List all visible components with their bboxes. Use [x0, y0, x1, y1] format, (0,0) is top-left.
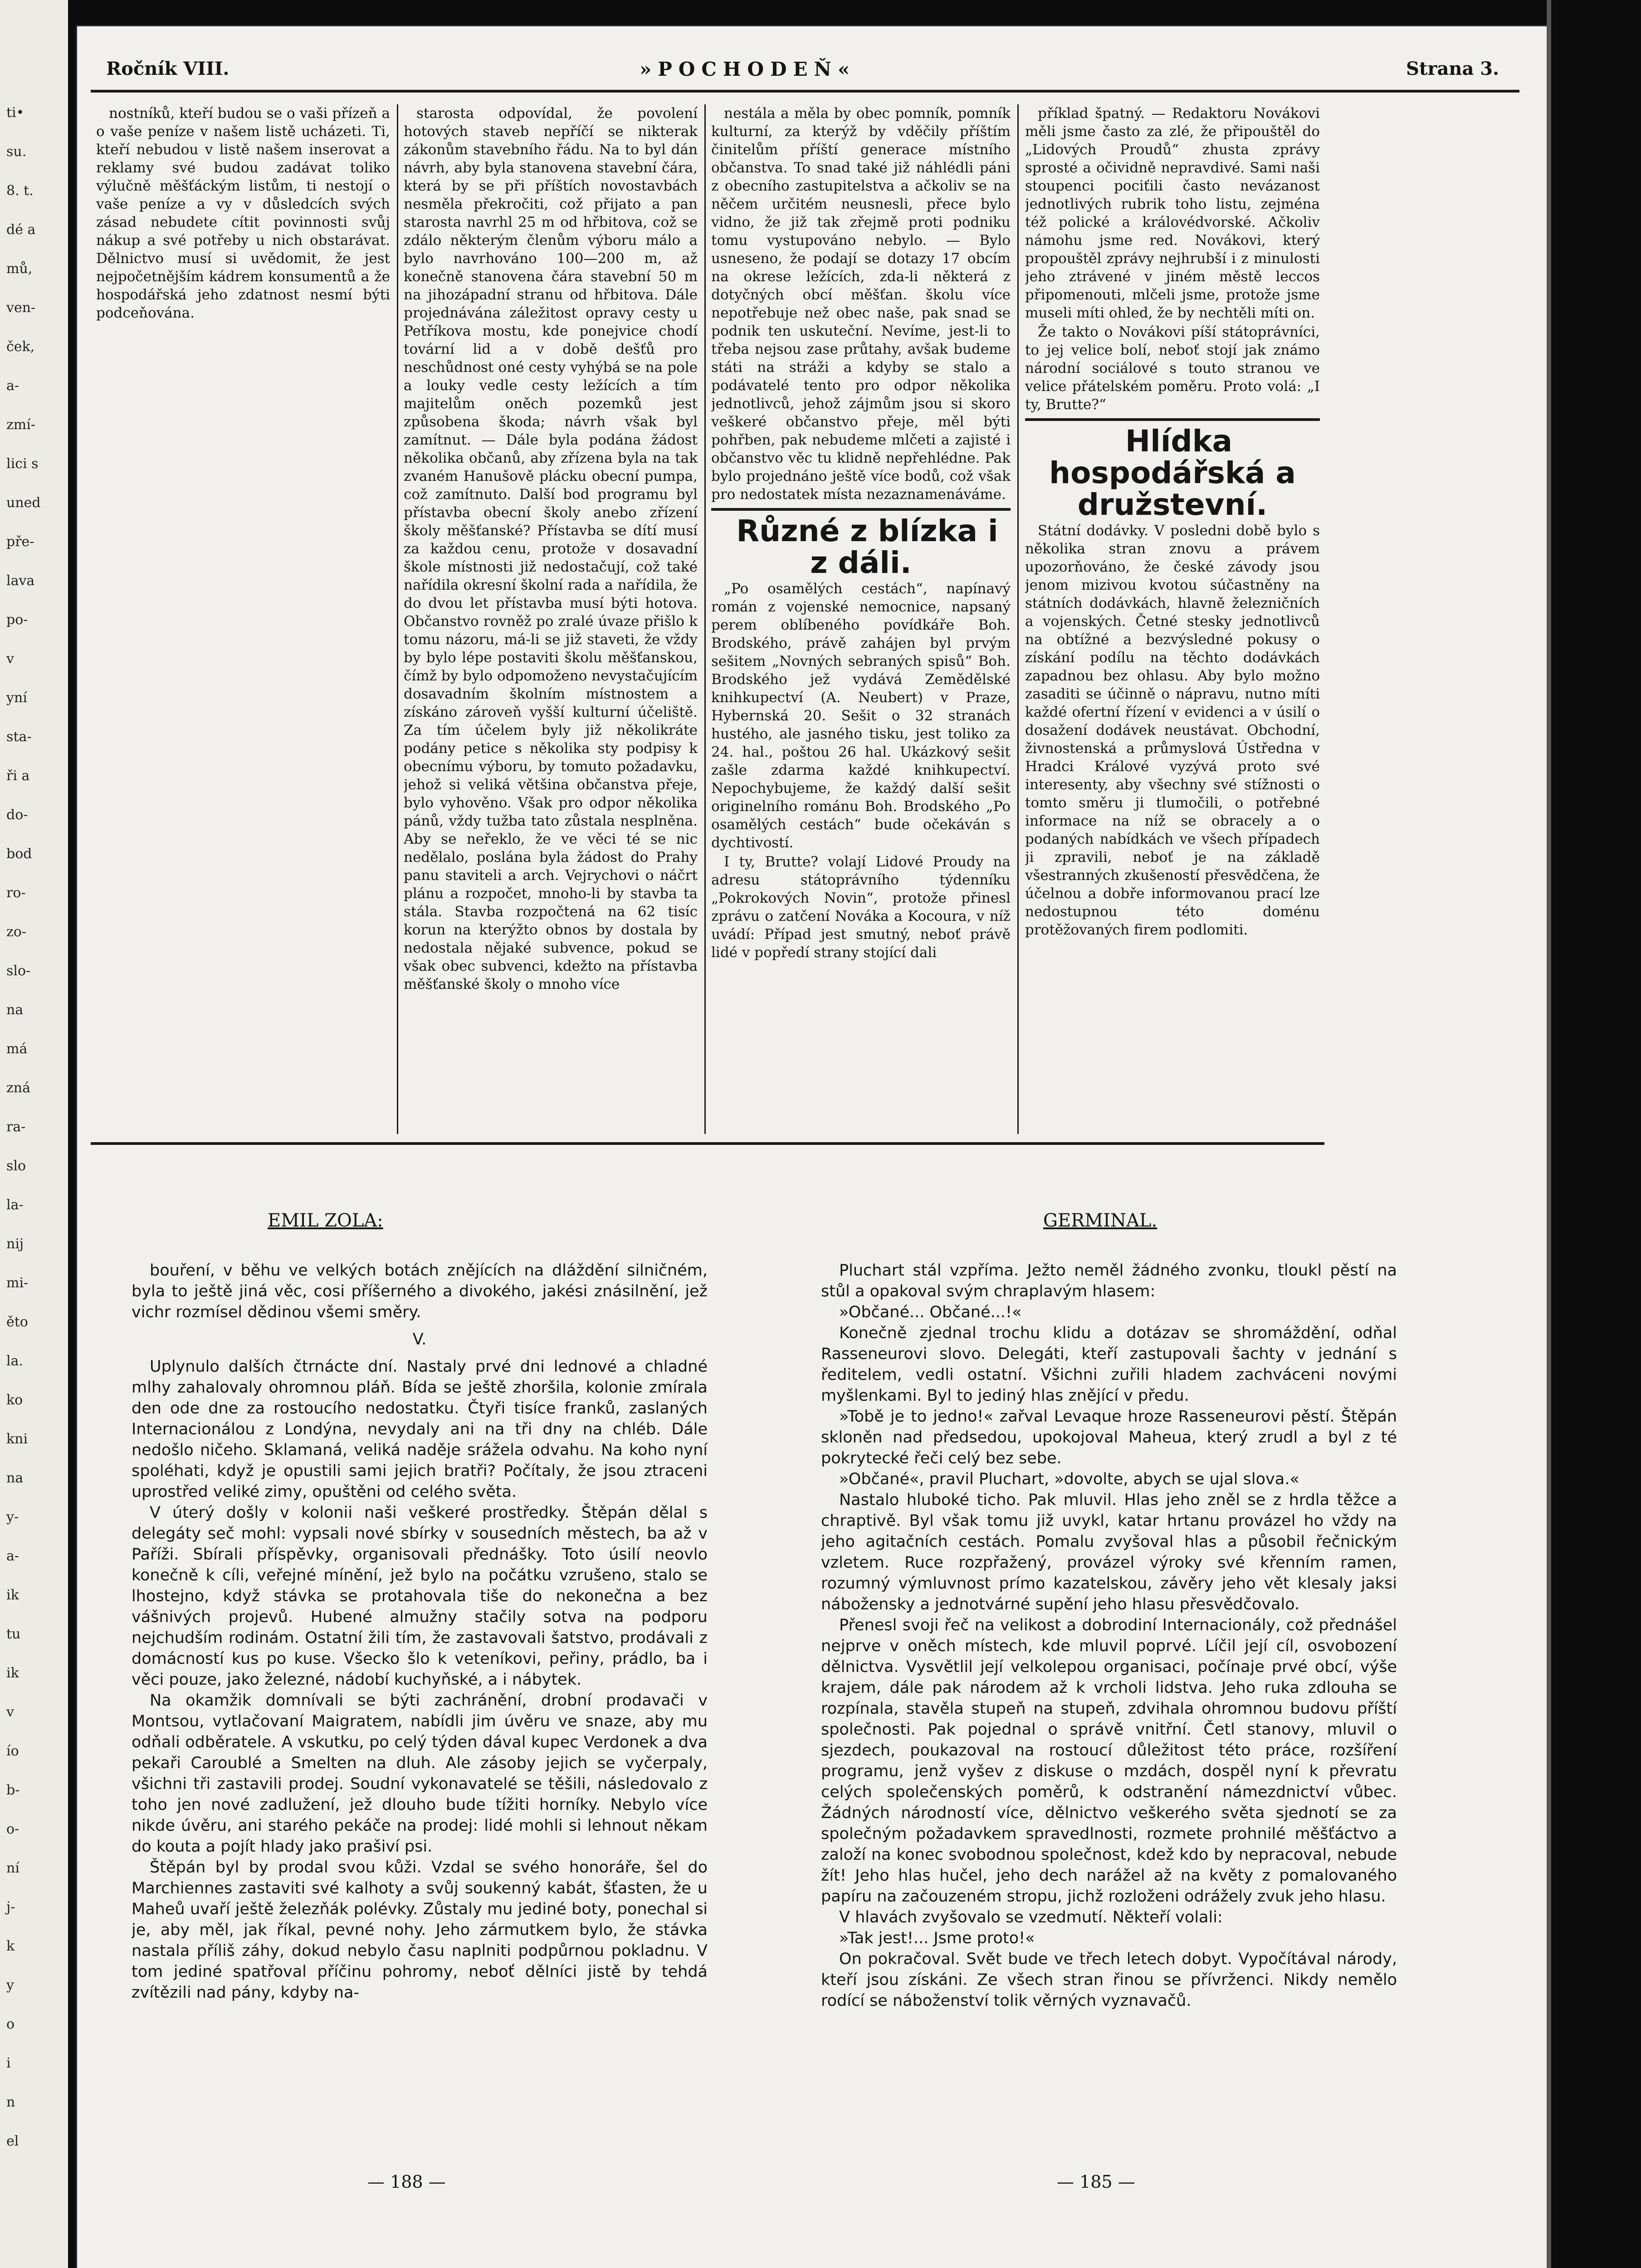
- novel-paragraph: »Občané«, pravil Pluchart, »dovolte, abych se ujal slova.«: [839, 1470, 1299, 1488]
- novel-paragraph: »Občané... Občané...!«: [839, 1303, 1022, 1321]
- column-divider: [1017, 104, 1019, 1134]
- header-page: Strana 3.: [1406, 58, 1499, 79]
- novel-paragraph: Přenesl svoji řeč na velikost a dobrodiní Internacionály, což přednášel nejprve v oněch místech, kde mluvil poprvé. Líčil její cíl, osvobození dělnictva. Vysvětlil její velkolepou organisaci, počínaje prvé obcí, výše krajem, dále pak národem až k vrcholi lidstva. Jeho ruka zdlouha se rozpínala, stavěla stupeň na stupeň, zdvihala ohromnou budovu příští společnosti. Pak pojednal o správě vnitřní. Četl stanovy, mluvil o sjezdech, poukazoval na rostoucí důležitost této práce, rozšíření programu, jenž vyšev z diskuse o mzdách, dospěl nyní k převratu celých společenských poměrů, k odstranění námezdnictví vůbec. Žádných národností více, dělnictvo veškerého světa sjednotí se za společným požadavkem spravedlnosti, rozmete prohnilé měšťáctvo a založí na konec svobodnou společnost, kdež kdo by nepracoval, nebude žít! Jeho hlas hučel, jeho dech narážel až na květy z pomalovaného papíru na začouzeném stropu, jichž rozloženi odrážely zvuk jeho hlasu.: [821, 1616, 1397, 1906]
- page-number-left: — 188 —: [367, 2172, 446, 2192]
- binding-fragment: o: [6, 2016, 15, 2032]
- binding-margin: [0, 0, 68, 2268]
- binding-fragment: n: [6, 2094, 15, 2110]
- col3-paragraph: I ty, Brutte? volají Lidové Proudy na adresu státoprávního týdenníku „Pokrokových Novin“, protože přinesl zprávu o zatčení Nováka a Kocoura, v níž uvádí: Případ jest smutný, neboť právě lidé v popředí strany stojící dali: [711, 854, 1011, 961]
- binding-fragment: 8. t.: [6, 183, 34, 199]
- binding-fragment: zo-: [6, 924, 27, 940]
- binding-fragment: ío: [6, 1743, 19, 1759]
- binding-fragment: v: [6, 651, 14, 667]
- binding-fragment: má: [6, 1041, 28, 1057]
- binding-fragment: uned: [6, 495, 41, 511]
- binding-fragment: b-: [6, 1782, 20, 1798]
- binding-fragment: i: [6, 2055, 11, 2071]
- binding-fragment: o-: [6, 1821, 20, 1837]
- section-rule: [711, 508, 1011, 511]
- binding-fragment: slo-: [6, 963, 31, 979]
- binding-fragment: dé a: [6, 222, 36, 238]
- novel-paragraph: On pokračoval. Svět bude ve třech letech dobyt. Vypočítával národy, kteří jsou získáni. Ze všech stran řinou se přívrženci. Nikdy nemělo rodící se náboženství tolik věrných vyznavačů.: [821, 1950, 1397, 2010]
- binding-fragment: sta-: [6, 729, 32, 745]
- col3-paragraph: nestála a měla by obec pomník, pomník kulturní, za kterýž by vděčily příštím činitelům příští generace místního občanstva. To snad také již náhlédli páni z obecního zastupitelstva a ačkoliv se na něčem určitém neusnesli, přece bylo vidno, že již tak zřejmě proti podniku tomu vystupováno nebylo. — Bylo usneseno, že podají se dotazy 17 obcím na okrese ležících, zda-li některá z dotyčných obcí měšťan. školu více nepotřebuje než obec naše, pak snad se podnik ten uskuteční. Nevíme, jest-li to třeba nejsou zase průtahy, avšak budeme státi na stráži a kdyby se stalo a podávatelé tento pro odpor několika jednotlivců, jehož zájmům jsou si skoro veškeré občanstvo přeje, měl býti pohřben, pak nebudeme mlčeti a zajisté i občanstvo věc tu klidně nepřehlédne. Pak bylo projednáno ještě více bodů, což však pro nedostatek místa nezaznamenáváme.: [711, 105, 1011, 503]
- column-divider: [397, 104, 398, 1134]
- novel-paragraph: bouření, v běhu ve velkých botách znějících na dláždění silničném, byla to ještě jiná věc, cosi příšerného a divokého, jakési znásilnění, jež vichr rozmísel dědinou všemi směry.: [132, 1261, 708, 1321]
- column-3: [711, 104, 1011, 1134]
- novel-paragraph: Konečně zjednal trochu klidu a dotázav se shromáždění, odňal Rasseneurovi slovo. Delegáti, kteří zastupovali šachty v jednání s ředitelem, vedli ostatní. Všichni zuřili hladem zachváceni novými myšlenkami. Byl to jediný hlas znějící v předu.: [821, 1324, 1397, 1405]
- column-4: [1025, 104, 1320, 1134]
- binding-fragment: el: [6, 2133, 19, 2149]
- binding-fragment: ik: [6, 1665, 19, 1681]
- binding-fragment: nij: [6, 1236, 24, 1252]
- binding-fragment: k: [6, 1938, 15, 1954]
- binding-fragment: kni: [6, 1431, 28, 1447]
- novel-paragraph: V hlavách zvyšovalo se vzedmutí. Někteří volali:: [839, 1908, 1223, 1926]
- column-1: [96, 104, 390, 1134]
- novel-paragraph: Na okamžik domnívali se býti zachránění, drobní prodavači v Montsou, vytlačovaní Maigratem, nabídli jim úvěru ve snaze, aby mu odňali odběratele. A vskutku, po celý týden dával kupec Verdonek a dva pekaři Caroublé a Smelten na dluh. Ale zásoby jejich se vyčerpaly, všichni tři zastavili prodej. Soudní vykonavatelé se těšili, následovalo z toho jen nové zadlužení, jež dlouho bude tížiti horníky. Nebylo více nikde úvěru, ani starého pekáče na prodej: lidé mohli si lehnout někam do kouta a pojít hlady jako prašiví psi.: [132, 1691, 708, 1856]
- column-divider: [704, 104, 706, 1134]
- binding-fragment: ik: [6, 1587, 19, 1603]
- binding-fragment: do-: [6, 807, 28, 823]
- binding-fragment: v: [6, 1704, 14, 1720]
- binding-fragment: a-: [6, 1548, 20, 1564]
- header-rule: [91, 90, 1519, 93]
- bottom-rule: [91, 1142, 1324, 1145]
- binding-fragment: lici s: [6, 456, 39, 472]
- novel-title: GERMINAL.: [1043, 1210, 1157, 1231]
- binding-fragment: ven-: [6, 300, 36, 316]
- binding-fragment: na: [6, 1002, 24, 1018]
- novel-paragraph: V úterý došly v kolonii naši veškeré prostředky. Štěpán dělal s delegáty seč mohl: vypsali nové sbírky v sousedních městech, ba až v Paříži. Sbírali příspěvky, organisovali přednášky. Toto úsilí neovlo konečně k cíli, veřejné mínění, jež bylo na počátku vzrušeno, stalo se lhostejno, když stávka se protahovala tiše do nekonečna a bez vášnivých projevů. Hubené almužny stačily sotva na podporu nejchudším rodinám. Ostatní žili tím, že zastavovali šatstvo, prodávali z domácností kus po kuse. Všecko šlo k veteníkovi, peřiny, prádlo, ba i věci pouze, jako železné, nádobí kuchyňské, a i nábytek.: [132, 1504, 708, 1689]
- scan-edge: [1547, 0, 1641, 2268]
- newspaper-page: [77, 26, 1547, 2268]
- binding-fragment: a-: [6, 378, 20, 394]
- binding-fragment: ko: [6, 1392, 23, 1408]
- binding-fragment: y: [6, 1977, 14, 1993]
- binding-fragment: ní: [6, 1860, 20, 1876]
- col3-paragraph: „Po osamělých cestách“, napínavý román z vojenské nemocnice, napsaný perem oblíbeného povídkáře Boh. Brodského, právě zahájen byl prvým sešitem „Novných sebraných spisů“ Boh. Brodského jež vydává Zemědělské knihkupectví (A. Neubert) v Praze, Hybernská 20. Sešit o 32 stranách hustého, ale jasného tisku, jest toliko za 24. hal., poštou 26 hal. Ukázkový sešit zašle zdarma každé knihkupectví. Nepochybujeme, že každý další sešit originelního románu Boh. Brodského „Po osamělých cestách“ bude očekáván s dychtivostí.: [711, 581, 1011, 851]
- binding-fragment: yní: [6, 690, 27, 706]
- novel-right-column: [821, 1260, 1397, 2167]
- binding-fragment: j-: [6, 1899, 15, 1915]
- col4-paragraph: Že takto o Novákovi píší státoprávníci, to jej velice bolí, neboť stojí jak známo národní sociálové s touto stranou ve velice přátelském poměru. Proto volá: „I ty, Brutte?“: [1025, 324, 1320, 413]
- binding-fragment: lava: [6, 573, 35, 589]
- page-number-right: — 185 —: [1057, 2172, 1135, 2192]
- binding-fragment: ček,: [6, 339, 35, 355]
- binding-fragment: ti•: [6, 105, 24, 121]
- binding-fragment: tu: [6, 1626, 21, 1642]
- section-title-hlidka: Hlídka hospodářská a družstevní.: [1049, 424, 1296, 522]
- binding-fragment: la-: [6, 1197, 24, 1213]
- header-masthead: »POCHODEŇ«: [640, 58, 856, 80]
- binding-fragment: la.: [6, 1353, 24, 1369]
- novel-left-column: [132, 1260, 708, 2167]
- binding-fragment: mi-: [6, 1275, 29, 1291]
- binding-fragment: zná: [6, 1080, 31, 1096]
- novel-paragraph: Pluchart stál vzpřímа. Ježto neměl žádného zvonku, tloukl pěstí na stůl a opakoval svým chraplavým hlasem:: [821, 1261, 1397, 1300]
- binding-fragment: ra-: [6, 1119, 26, 1135]
- binding-fragment: po-: [6, 612, 28, 628]
- binding-fragment: slo: [6, 1158, 26, 1174]
- col1-paragraph: nostníků, kteří budou se o vaši přízeň a o vaše peníze v našem listě ucházeti. Ti, kteří nebudou v listě našem inserovat a reklamy své budou zadávat toliko výlučně měšťáckým listům, ti nestojí o vaše peníze a vy v důsledcích svých zásad nebudete cítit povinnosti svůj nákup a své potřeby u nich obstarávat. Dělnictvo musí si uvědomit, že jest nejpočetnějším kádrem konsumentů a že hospodářská jeho zdatnost nesmí býti podceňována.: [96, 105, 390, 321]
- col4-paragraph: Státní dodávky. V posledni době bylo s několika stran znovu a právem upozorňováno, že české závody jsou jenom mizivou kvotou súčastněny na státních dodávkách, hlavně železničních a vojenských. Četné stesky jednotlivců na obtížné a bezvýsledné pokusy o získání podílu na těchto dodávkách zapadnou bez ohlasu. Aby bylo možno zasaditi se účinně o nápravu, nutno míti každé ofertní řízení v evidenci a v úsilí o dosažení dodávek neustávat. Obchodní, živnostenská a průmyslová Ústředna v Hradci Králové vyzývá proto své interesenty, aby všechny své stížnosti o tomto směru ji tlumočili, o potřebné informace na níž se obracely a o podaných nabídkách ve všech případech ji zpravili, neboť je na základě všestranných zkušeností přesvědčena, že účelnou a dobře informovanou prací lze nedostupnou této doménu protěžovaných firem podlomiti.: [1025, 523, 1320, 938]
- header-volume: Ročník VIII.: [106, 58, 230, 79]
- column-2: [404, 104, 698, 1134]
- novel-paragraph: Nastalo hluboké ticho. Pak mluvil. Hlas jeho zněl se z hrdla těžce a chraptivě. Byl však tomu již uvykl, katar hrtanu provázel ho vždy na jeho agitačních cestách. Pomalu zvyšoval hlas a působil řečnickým vzletem. Ruce rozpřažený, provázel výroky své křenním ramen, rozumný výmluvnost prímo kazatelskou, závěry jeho vět klesaly jaksi nábožensky a jednotvárné supění jeho hlasu přesvědčovalo.: [821, 1491, 1397, 1613]
- binding-fragment: ěto: [6, 1314, 28, 1330]
- chapter-number: V.: [412, 1330, 427, 1349]
- binding-fragment: bod: [6, 846, 32, 862]
- binding-fragment: mů,: [6, 261, 33, 277]
- novel-paragraph: Štěpán byl by prodal svou kůži. Vzdal se svého honoráře, šel do Marchiennes zastaviti své kalhoty a svůj soukenný kabát, šťasten, že u Maheů uvaří ještě železňák polévky. Zůstaly mu jediné boty, ponechal si je, aby měl, jak říkal, pevné nohy. Jeho zármutkem bylo, že stávka nastala příliš záhy, dokud nebylo času naplniti podpůrnou pokladnu. V tom jediné spatřoval příčinu pohromy, neboť dělníci jistě by tehdá zvítězili nad pány, kdyby na-: [132, 1858, 708, 2002]
- binding-fragment: zmí-: [6, 417, 35, 433]
- col2-paragraph: starosta odpovídal, že povolení hotových staveb nepříčí se nikterak zákonům stavebního řádu. Na to byl dán návrh, aby byla stanovena stavební čára, která by se při příštích novostavbách nesměla překročiti, což přijato a pan starosta navrhl 25 m od hřbitova, což se zdálo některým členům výboru málo a bylo navrhováno 100—200 m, až konečně stanovena čára stavební 50 m na jihozápadní stranu od hřbitova. Dále projednávána záležitost opravy cesty u Petříkova mostu, kde ponejvice chodí tovární lid a v době dešťů pro neschůdnost oné cesty vyhýbá se na pole a louky vedle cesty ležících a tím majitelům oněch pozemků jest způsobena škoda; návrh však byl zamítnut. — Dále byla podána žádost několika občanů, aby zřízena byla na tak zvaném Hanušově plácku obecní pumpa, což zamítnuto. Další bod programu byl přístavba obecní školy anebo zřízení školy měšťanské? Přístavba se dítí musí za každou cenu, protože v dosavadní škole místnosti již nedostačují, což také nařídila okresní školní rada a nařídila, že do dvou let přístavba musí býti hotova. Občanstvo rovněž po zralé úvaze přišlo k tomu názoru, má-li se již staveti, že vždy by bylo lépe postaviti školu měšťanskou, čímž by bylo odpomoženo nevystačujícím dosavadním školním místnostem a získáno zároveň vyšší kulturní účeliště. Za tím účelem byly již několikráte podány petice s několika sty podpisy k obecnímu výboru, by tomuto požadavku, jehož si veliká většina občanstva přeje, bylo vyhověno. Však pro odpor několika pánů, vždy tužba tato zůstala nesplněna. Aby se neřeklo, že ve věci té se nic nedělalo, poslána byla žádost do Prahy panu staviteli a arch. Vejrychovi o náčrt plánu a rozpočet, mnoho-li by stavba ta stála. Stavba rozpočtená na 62 tisíc korun na kterýžto obnos by dostala by nedostala nějaké subvence, pokud se však obec subvenci, kdežto na přístavba měšťanské školy o mnoho více: [404, 105, 698, 992]
- section-title-ruzne: Různé z blízka i z dáli.: [736, 513, 998, 580]
- binding-fragment: su.: [6, 144, 27, 160]
- binding-fragment: na: [6, 1470, 24, 1486]
- novel-paragraph: »Tobě je to jedno!« zařval Levaque hroze Rasseneurovi pěstí. Štěpán skloněn nad předsedou, upokojoval Maheua, který zrudl a byl z té pokrytecké řeči celý bez sebe.: [821, 1408, 1397, 1467]
- binding-fragment: pře-: [6, 534, 34, 550]
- novel-paragraph: »Tak jest!... Jsme proto!«: [839, 1929, 1035, 1947]
- binding-fragment: ři a: [6, 768, 30, 784]
- binding-fragment: ro-: [6, 885, 26, 901]
- col4-paragraph: příklad špatný. — Redaktoru Novákovi měli jsme často za zlé, že připouštěl do „Lidových Proudů“ zhusta zprávy sprosté a očividně nepravdivé. Sami naši stoupenci pociťili často nevázanost jednotlivých rubrik toho listu, zejména též polické a královédvorské. Ačkoliv námohu jsme red. Novákovi, který propouštěl zprávy nejhrubší i z minulosti jeho ztrávené v jiném městě leccos připomenouti, mlčeli jsme, protože jsme museli míti ohled, že by nechtěli míti on.: [1025, 105, 1320, 321]
- novel-author: EMIL ZOLA:: [268, 1210, 383, 1231]
- section-rule: [1025, 418, 1320, 421]
- binding-fragment: y-: [6, 1509, 19, 1525]
- novel-paragraph: Uplynulo dalších čtrnácte dní. Nastaly prvé dni lednové a chladné mlhy zahalovaly ohromnou pláň. Bída se ještě zhoršila, kolonie zmírala den ode dne za rostoucího nedostatku. Čtyři tisíce franků, zaslaných Internacionálou z Londýna, nevydaly ani na tři dny na chléb. Dále nedošlo ničeho. Sklamaná, veliká naděje srážela odvahu. Na koho nyní spoléhati, když je opustili sami jejich bratři? Počítaly, že jsou ztraceni uprostřed veliké zimy, opuštěni od celého světa.: [132, 1358, 708, 1501]
